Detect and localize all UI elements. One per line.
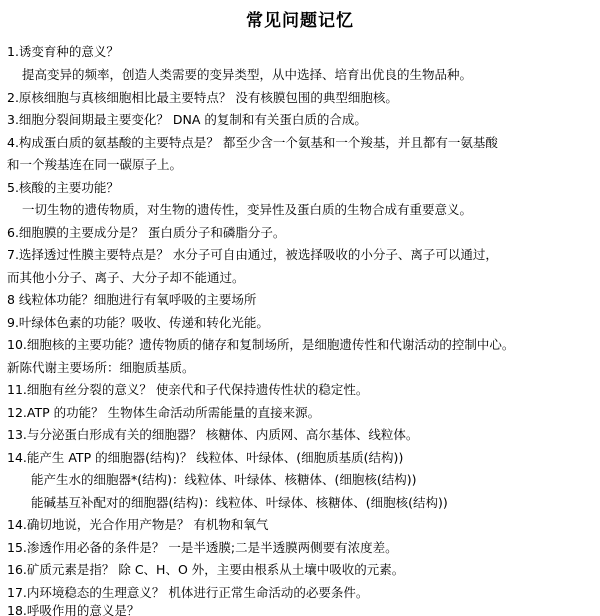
metabolism-site-note: 新陈代谢主要场所：细胞质基质。 — [7, 360, 195, 375]
answer-1: 提高变异的频率，创造人类需要的变异类型，从中选择、培育出优良的生物品种。 — [22, 67, 473, 82]
question-17: 17.内环境稳态的生理意义？ 机体进行正常生命活动的必要条件。 — [7, 585, 369, 600]
question-16: 16.矿质元素是指？ 除 C、H、O 外，主要由根系从土壤中吸收的元素。 — [7, 562, 405, 577]
question-18: 18.呼吸作用的意义是？ — [7, 603, 140, 616]
question-15: 15.渗透作用必备的条件是？ 一是半透膜;二是半透膜两侧要有浓度差。 — [7, 540, 398, 555]
question-3: 3.细胞分裂间期最主要变化？ DNA 的复制和有关蛋白质的合成。 — [7, 112, 367, 127]
answer-14-base-pairing: 能碱基互补配对的细胞器(结构)：线粒体、叶绿体、核糖体、(细胞核(结构)) — [31, 495, 448, 510]
question-1: 1.诱变育种的意义？ — [7, 44, 119, 59]
answer-5: 一切生物的遗传物质，对生物的遗传性，变异性及蛋白质的生物合成有重要意义。 — [22, 202, 473, 217]
question-12: 12.ATP 的功能？ 生物体生命活动所需能量的直接来源。 — [7, 405, 321, 420]
question-9: 9.叶绿体色素的功能？吸收、传递和转化光能。 — [7, 315, 269, 330]
question-6: 6.细胞膜的主要成分是？ 蛋白质分子和磷脂分子。 — [7, 225, 286, 240]
question-13: 13.与分泌蛋白形成有关的细胞器？ 核糖体、内质网、高尔基体、线粒体。 — [7, 427, 419, 442]
question-4: 4.构成蛋白质的氨基酸的主要特点是？ 都至少含一个氨基和一个羧基，并且都有一氨基酸 — [7, 135, 498, 150]
answer-7-continued: 而其他小分子、离子、大分子却不能通过。 — [7, 270, 245, 285]
question-7: 7.选择透过性膜主要特点是？ 水分子可自由通过，被选择吸收的小分子、离子可以通过， — [7, 247, 498, 262]
answer-4-continued: 和一个羧基连在同一碳原子上。 — [7, 157, 183, 172]
question-14-photosynthesis: 14.确切地说，光合作用产物是？ 有机物和氧气 — [7, 517, 269, 532]
question-11: 11.细胞有丝分裂的意义？ 使亲代和子代保持遗传性状的稳定性。 — [7, 382, 369, 397]
page-title: 常见问题记忆 — [246, 11, 354, 31]
question-10: 10.细胞核的主要功能？遗传物质的储存和复制场所，是细胞遗传性和代谢活动的控制中心。 — [7, 337, 515, 352]
question-14: 14.能产生 ATP 的细胞器(结构)？ 线粒体、叶绿体、(细胞质基质(结构)) — [7, 450, 404, 465]
question-2: 2.原核细胞与真核细胞相比最主要特点？ 没有核膜包围的典型细胞核。 — [7, 90, 398, 105]
question-5: 5.核酸的主要功能？ — [7, 180, 119, 195]
question-8: 8 线粒体功能？细胞进行有氧呼吸的主要场所 — [7, 292, 257, 307]
answer-14-water: 能产生水的细胞器*(结构)：线粒体、叶绿体、核糖体、(细胞核(结构)) — [31, 472, 417, 487]
